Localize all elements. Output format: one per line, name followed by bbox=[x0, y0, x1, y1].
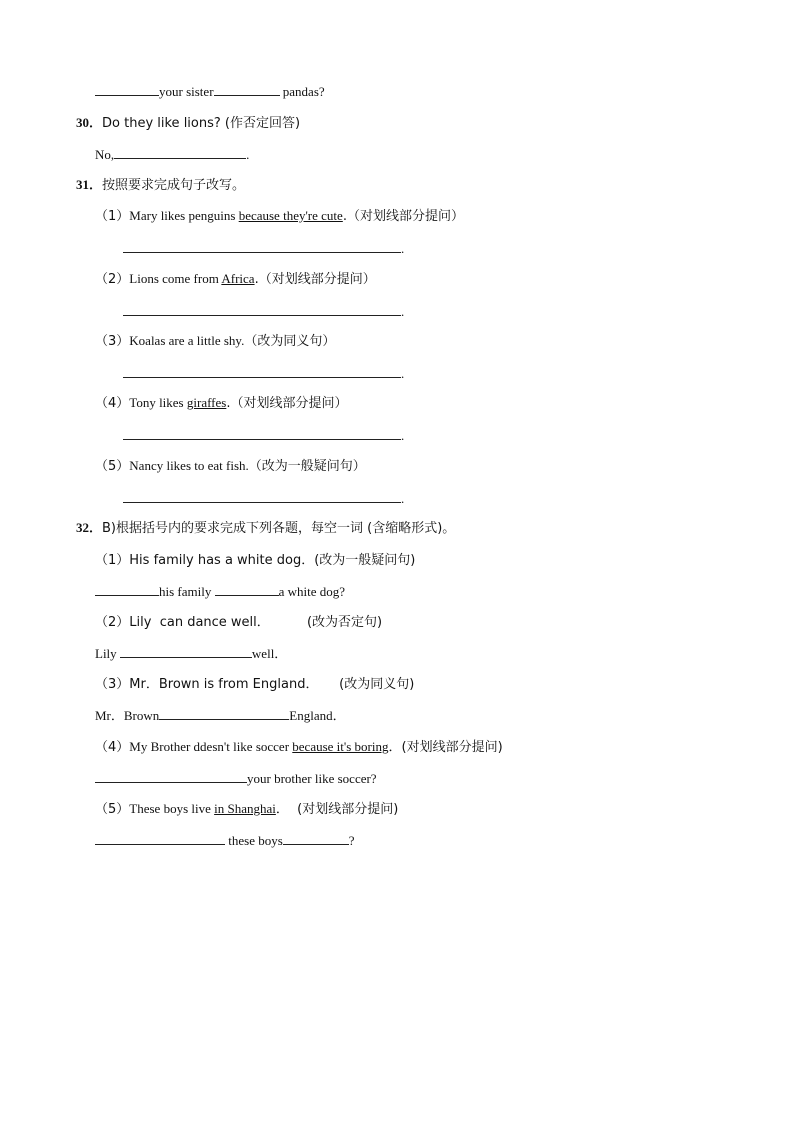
answer-text: these boys bbox=[225, 833, 283, 848]
item-text: Mr．Brown is from England． (改为同义句) bbox=[129, 677, 415, 692]
item-index: （2） bbox=[95, 272, 130, 287]
answer-blank[interactable] bbox=[123, 489, 401, 503]
q29-text-sister: your sister bbox=[159, 84, 214, 99]
item-text: My Brother ddesn't like soccer bbox=[129, 739, 293, 754]
q31-answer-3 bbox=[123, 364, 404, 382]
underlined-part: in Shanghai bbox=[214, 801, 276, 816]
item-instruction: .（对划线部分提问） bbox=[342, 209, 464, 224]
item-text: Lily can dance well． (改为否定句) bbox=[129, 615, 383, 630]
answer-period: . bbox=[401, 304, 405, 319]
item-index: （5） bbox=[95, 459, 130, 474]
answer-blank[interactable] bbox=[283, 831, 349, 845]
q32-number: 32． bbox=[76, 520, 103, 535]
answer-blank[interactable] bbox=[215, 582, 279, 596]
q31-heading bbox=[76, 176, 245, 194]
q29-answer-line bbox=[95, 82, 325, 100]
item-instruction: ． (对划线部分提问) bbox=[275, 802, 399, 817]
answer-blank[interactable] bbox=[123, 302, 401, 316]
answer-text: Mr．Brown bbox=[95, 708, 160, 723]
q32-answer-2 bbox=[95, 644, 287, 662]
q32-item-3 bbox=[95, 675, 414, 693]
answer-blank[interactable] bbox=[123, 426, 401, 440]
q30-answer-suffix: . bbox=[246, 147, 250, 162]
q32-answer-1 bbox=[95, 582, 345, 600]
answer-period: . bbox=[401, 366, 405, 381]
q31-item-5 bbox=[95, 457, 366, 475]
q30-number: 30． bbox=[76, 115, 103, 130]
q32-item-1 bbox=[95, 551, 415, 569]
q29-text-pandas: pandas? bbox=[279, 84, 325, 99]
q32-instruction: B)根据括号内的要求完成下列各题，每空一词 (含缩略形式)。 bbox=[102, 521, 456, 536]
item-index: （1） bbox=[95, 553, 130, 568]
item-instruction: （改为同义句） bbox=[244, 334, 336, 349]
item-index: （4） bbox=[95, 740, 130, 755]
answer-text: well． bbox=[251, 646, 288, 661]
q30-answer-prefix: No, bbox=[95, 147, 115, 162]
item-text: His family has a white dog．(改为一般疑问句) bbox=[129, 553, 416, 568]
item-index: （2） bbox=[95, 615, 130, 630]
answer-period: . bbox=[401, 428, 405, 443]
q31-item-2 bbox=[95, 270, 376, 288]
q32-heading bbox=[76, 519, 455, 537]
q30-question bbox=[76, 114, 300, 132]
item-text: Mary likes penguins bbox=[129, 208, 239, 223]
underlined-part: giraffes bbox=[186, 395, 227, 410]
q31-answer-2 bbox=[123, 302, 404, 320]
answer-blank[interactable] bbox=[123, 239, 401, 253]
q32-answer-5 bbox=[95, 831, 355, 849]
underlined-part: because they're cute bbox=[238, 208, 343, 223]
answer-blank[interactable] bbox=[95, 769, 247, 783]
q30-text: Do they like lions? (作否定回答) bbox=[102, 116, 301, 131]
item-index: （5） bbox=[95, 802, 130, 817]
answer-period: . bbox=[401, 241, 405, 256]
answer-text: your brother like soccer? bbox=[247, 771, 377, 786]
answer-blank[interactable] bbox=[95, 831, 225, 845]
q32-item-4 bbox=[95, 738, 503, 756]
item-index: （1） bbox=[95, 209, 130, 224]
item-instruction: ．(对划线部分提问) bbox=[388, 740, 503, 755]
q32-item-2 bbox=[95, 613, 382, 631]
q32-answer-4 bbox=[95, 769, 377, 787]
answer-blank[interactable] bbox=[95, 582, 159, 596]
item-text: Tony likes bbox=[129, 395, 187, 410]
item-index: （3） bbox=[95, 334, 130, 349]
q31-number: 31． bbox=[76, 177, 103, 192]
answer-text: ? bbox=[348, 833, 355, 848]
answer-blank[interactable] bbox=[214, 82, 280, 96]
q31-item-4 bbox=[95, 394, 347, 412]
item-index: （3） bbox=[95, 677, 130, 692]
answer-period: . bbox=[401, 491, 405, 506]
answer-text: England． bbox=[289, 708, 346, 723]
answer-blank[interactable] bbox=[123, 364, 401, 378]
underlined-part: because it's boring bbox=[292, 739, 389, 754]
q31-item-3 bbox=[95, 332, 335, 350]
item-text: Nancy likes to eat fish. bbox=[129, 458, 249, 473]
answer-text: a white dog? bbox=[278, 584, 346, 599]
q30-answer-line bbox=[95, 145, 249, 163]
item-text: Koalas are a little shy. bbox=[129, 333, 245, 348]
q31-item-1 bbox=[95, 207, 464, 225]
answer-blank[interactable] bbox=[114, 145, 246, 159]
answer-text: Lily bbox=[95, 646, 120, 661]
item-text: Lions come from bbox=[129, 271, 222, 286]
item-instruction: .（对划线部分提问） bbox=[254, 272, 376, 287]
q31-answer-5 bbox=[123, 489, 404, 507]
underlined-part: Africa bbox=[221, 271, 255, 286]
item-text: These boys live bbox=[129, 801, 215, 816]
answer-blank[interactable] bbox=[95, 82, 159, 96]
q32-answer-3 bbox=[95, 706, 346, 724]
answer-blank[interactable] bbox=[159, 706, 289, 720]
q31-answer-1 bbox=[123, 239, 404, 257]
q31-answer-4 bbox=[123, 426, 404, 444]
item-instruction: .（对划线部分提问） bbox=[226, 396, 348, 411]
item-index: （4） bbox=[95, 396, 130, 411]
answer-blank[interactable] bbox=[120, 644, 252, 658]
answer-text: his family bbox=[159, 584, 215, 599]
q31-instruction: 按照要求完成句子改写。 bbox=[102, 178, 246, 193]
item-instruction: （改为一般疑问句） bbox=[248, 459, 366, 474]
q32-item-5 bbox=[95, 800, 398, 818]
